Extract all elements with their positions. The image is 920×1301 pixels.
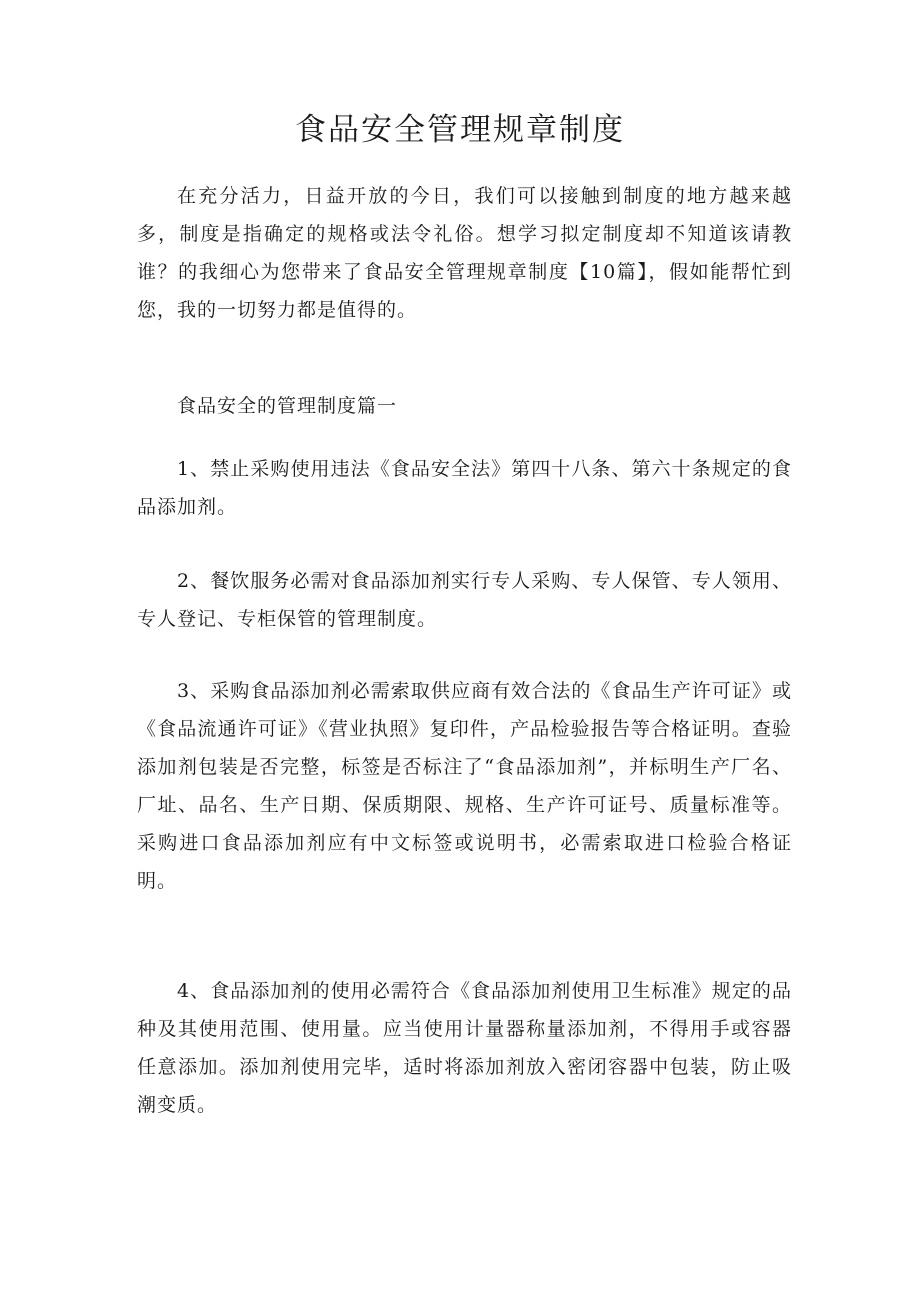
intro-paragraph: 在充分活力，日益开放的今日，我们可以接触到制度的地方越来越多，制度是指确定的规格或法令礼俗。想学习拟定制度却不知道该请教谁？的我细心为您带来了食品安全管理规章制度【10篇】，假如能帮忙到您，我的一切努力都是值得的。 — [137, 185, 792, 321]
rule-item-4: 4、食品添加剂的使用必需符合《食品添加剂使用卫生标准》规定的品种及其使用范围、使用量。应当使用计量器称量添加剂，不得用手或容器任意添加。添加剂使用完毕，适时将添加剂放入密闭容器中包装，防止吸潮变质。 — [137, 980, 792, 1116]
rule-item-2: 2、餐饮服务必需对食品添加剂实行专人采购、专人保管、专人领用、专人登记、专柜保管的管理制度。 — [137, 570, 792, 630]
rule-item-1: 1、禁止采购使用违法《食品安全法》第四十八条、第六十条规定的食品添加剂。 — [137, 458, 792, 518]
document-title: 食品安全管理规章制度 — [295, 112, 625, 148]
rule-item-3: 3、采购食品添加剂必需索取供应商有效合法的《食品生产许可证》或《食品流通许可证》《营业执照》复印件，产品检验报告等合格证明。查验添加剂包装是否完整，标签是否标注了“食品添加剂”，并标明生产厂名、厂址、品名、生产日期、保质期限、规格、生产许可证号、质量标准等。采购进口食品添加剂应有中文标签或说明书，必需索取进口检验合格证明。 — [137, 680, 792, 892]
section-heading: 食品安全的管理制度篇一 — [177, 395, 398, 417]
